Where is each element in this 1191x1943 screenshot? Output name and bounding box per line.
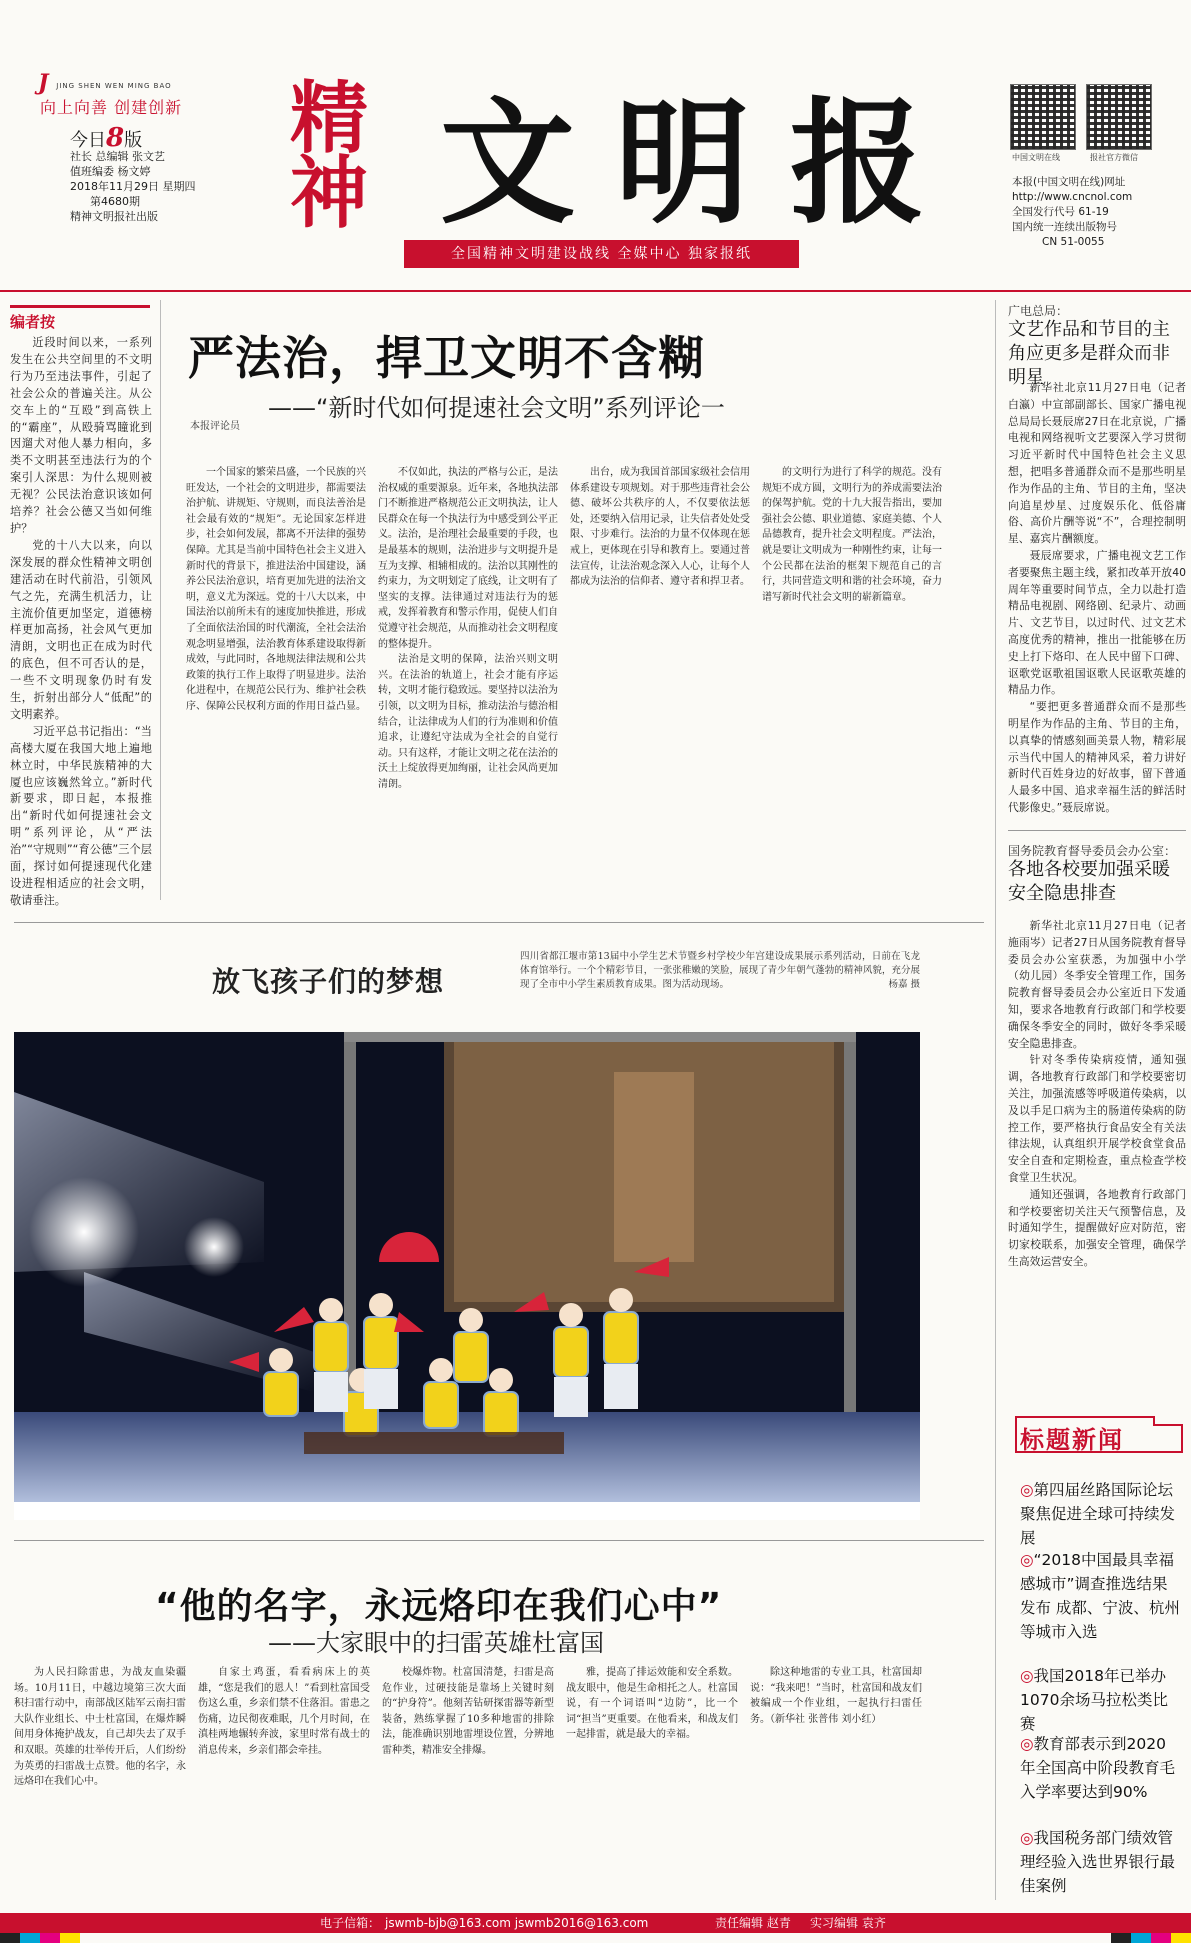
title-char-5: 报 bbox=[790, 83, 925, 230]
stage-photo-illustration bbox=[14, 1032, 920, 1520]
story1-kicker: 广电总局： bbox=[1008, 304, 1069, 318]
second-column-2: 自家土鸡蛋，看看病床上的英雄，“您是我们的恩人！”看到杜富国受伤这么重，乡亲们禁不住落泪。雷患之伤痛，边民彻夜难眠，几个月时间，在滇桂两地辗转奔波，家里时常有战士的消息传来，乡亲们都会牵挂。 bbox=[198, 1667, 370, 1756]
color-registration-bar bbox=[1171, 1933, 1191, 1943]
section-divider bbox=[14, 922, 984, 923]
qr-caption: 中国文明在线 bbox=[1012, 153, 1060, 162]
color-registration-bar bbox=[1111, 1933, 1131, 1943]
lead-column-1: 一个国家的繁荣昌盛，一个民族的兴旺发达，一个社会的文明进步，都需要法治护航、讲规矩、守规则，而良法善治是社会最有效的“规矩”。无论国家怎样进步，社会如何发展，都离不开法律的强势保障。尤其是当前中国特色社会主义进入新时代的背景下，推进法治中国建设，涵养公民法治意识，培育更加先进的法治文明，意义尤为深远。党的十八大以来，中国法治以前所未有的速度加快推进，形成了全面依法治国的时代潮流，全社会法治观念明显增强，法治教育体系建设取得新成效，与此同时，各地规法律法规和公共政策的执行工作上取得了明显进步。法治化进程中，在规范公民行为、维护社会秩序、保障公民权利方面的作用日益凸显。 bbox=[186, 467, 366, 712]
tagline-bar: 全国精神文明建设战线 全媒中心 独家报纸 bbox=[404, 240, 799, 268]
qr-code-icon[interactable] bbox=[1086, 84, 1152, 150]
story2-body: 新华社北京11月27日电（记者施雨岑）记者27日从国务院教育督导委员会办公室获悉，为加强中小学（幼儿园）冬季安全管理工作，国务院教育督导委员会办公室近日下发通知，要求各地教育行政部门和学校要确保冬季安全的同时，做好冬季采暖安全隐患排查。 针对冬季传染病疫情，通知强调，各地教育行政部门和学校要密切关注，加强流感等呼吸道传染病，以及以手足口病为主的肠道传染病的防控工作，要严格执行食品安全有关法律法规，认真组织开展学校食堂食品安全自查和定期检查，重点检查学校食堂卫生状况。 通知还强调，各地教育行政部门和学校要密切关注天气预警信息，及时通知学生，提醒做好应对防范，密切家校联系，加强安全管理，确保学生高效运营安全。 bbox=[1008, 919, 1186, 1268]
ring-bullet-icon: ◎ bbox=[1020, 1481, 1034, 1499]
second-column-3: 校爆炸物。杜富国清楚，扫雷是高危作业，过硬技能是靠场上关键时刻的“护身符”。他刻苦钻研探雷器等新型装备，熟练掌握了10多种地雷的排除法，能准确识别地雷埋设位置，分辨地雷种类，精准安全排爆。 bbox=[382, 1667, 554, 1756]
brief-item[interactable]: ◎我国2018年已举办1070余场马拉松类比赛 bbox=[1020, 1667, 1168, 1733]
second-headline[interactable]: “他的名字，永远烙印在我们心中” bbox=[155, 1586, 723, 1627]
color-registration-bar bbox=[60, 1933, 80, 1943]
right-column-divider bbox=[995, 300, 996, 1900]
footer-editor: 责任编辑 赵青 bbox=[715, 1916, 791, 1930]
story1-headline[interactable]: 文艺作品和节目的主角应更多是群众而非明星 bbox=[1008, 319, 1170, 388]
second-column-5: 除这种地雷的专业工具，杜富国却说：“我来吧！”当时，杜富国和战友们被编成一个作业组，一起执行扫雷任务。（新华社 张普伟 刘小红） bbox=[750, 1667, 922, 1725]
masthead-left bbox=[38, 70, 198, 224]
title-char-1: 精 bbox=[290, 73, 369, 164]
masthead-title bbox=[260, 60, 980, 230]
ring-bullet-icon: ◎ bbox=[1020, 1735, 1034, 1753]
title-char-3: 文 bbox=[440, 83, 575, 230]
brief-item[interactable]: ◎第四届丝路国际论坛聚焦促进全球可持续发展 bbox=[1020, 1481, 1176, 1547]
title-char-2: 神 bbox=[290, 148, 369, 230]
second-column-4: 雅，提高了排运效能和安全系数。战友眼中，他是生命相托之人。杜富国说，有一个词语叫“边防”，比一个词“担当”更重要。在他看来，和战友们一起排雷，就是最大的幸福。 bbox=[566, 1667, 738, 1741]
color-registration-bar bbox=[1151, 1933, 1171, 1943]
qr-code-icon[interactable] bbox=[1010, 84, 1076, 150]
briefs-label: 标题新闻 bbox=[1020, 1425, 1124, 1454]
stage-photo[interactable] bbox=[14, 1032, 920, 1520]
editorial-label: 编者按 bbox=[10, 305, 150, 332]
photo-credit: 杨嘉 摄 bbox=[888, 979, 920, 990]
brief-item[interactable]: ◎教育部表示到2020年全国高中阶段教育毛入学率要达到90% bbox=[1020, 1735, 1176, 1801]
today-pages: 今日8版 bbox=[70, 123, 143, 153]
lead-headline[interactable]: 严法治，捍卫文明不含糊 bbox=[188, 331, 705, 385]
story2-headline[interactable]: 各地各校要加强采暖安全隐患排查 bbox=[1008, 859, 1170, 904]
newspaper-logo-small: J bbox=[38, 70, 49, 96]
ring-bullet-icon: ◎ bbox=[1020, 1667, 1034, 1685]
masthead-divider bbox=[0, 290, 1191, 292]
lead-column-2: 不仅如此，执法的严格与公正，是法治权威的重要源泉。近年来，各地执法部门不断推进严格规范公正文明执法，让人民群众在每一个执法行为中感受到公平正义。法治，是治理社会最重要的手段，也是最基本的规则，法治进步与文明提升是互为支撑、相辅相成的。法治以其刚性的约束力，为文明划定了底线，让文明有了坚实的支撑。法律通过对违法行为的惩戒，发挥着教育和警示作用，促使人们自觉遵守社会规范，从而推动社会文明程度的整体提升。 法治是文明的保障，法治兴则文明兴。在法治的轨道上，社会才能有序运转，文明才能行稳致远。要坚持以法治为引领，以文明为目标，推动法治与德治相结合，让法律成为人们的行为准则和价值追求，让遵纪守法成为全社会的自觉行动。只有这样，才能让文明之花在法治的沃土上绽放得更加绚丽，让社会风尚更加清朗。 bbox=[378, 467, 558, 790]
color-registration-bar bbox=[40, 1933, 60, 1943]
color-registration-bar bbox=[20, 1933, 40, 1943]
slogan: 向上向善 创建创新 bbox=[40, 98, 183, 117]
lead-byline: 本报评论员 bbox=[190, 421, 240, 432]
story2-kicker: 国务院教育督导委员会办公室： bbox=[1008, 844, 1177, 858]
photo-caption: 四川省都江堰市第13届中小学生艺术节暨乡村学校少年宫建设成果展示系列活动，日前在飞龙体育馆举行。一个个精彩节目，一张张稚嫩的笑脸，展现了青少年朝气蓬勃的精神风貌，充分展现了全市中小学生素质教育成果。图为活动现场。 杨嘉 摄 bbox=[520, 951, 920, 990]
brief-item[interactable]: ◎我国税务部门绩效管理经验入选世界银行最佳案例 bbox=[1020, 1829, 1176, 1895]
color-registration-bar bbox=[0, 1933, 20, 1943]
qr-caption: 报社官方微信 bbox=[1090, 153, 1138, 162]
newspaper-pinyin: JING SHEN WEN MING BAO bbox=[56, 82, 172, 90]
ring-bullet-icon: ◎ bbox=[1020, 1829, 1034, 1847]
brief-item[interactable]: ◎“2018中国最具幸福感城市”调查推选结果发布 成都、宁波、杭州等城市入选 bbox=[1020, 1551, 1180, 1641]
footer-bar bbox=[0, 1913, 1191, 1933]
right-divider bbox=[1008, 830, 1186, 831]
lead-column-3: 出台，成为我国首部国家级社会信用体系建设专项规划。对于那些违背社会公德、破坏公共秩序的人，不仅要依法惩处，还要纳入信用记录，让失信者处处受限、寸步难行。法治的力量不仅体现在惩戒上，更体现在引导和教育上。要通过普法宣传，让法治观念深入人心，让每个人都成为法治的信仰者、遵守者和捍卫者。 bbox=[570, 467, 750, 588]
photo-title[interactable]: 放飞孩子们的梦想 bbox=[212, 965, 445, 998]
story1-body: 新华社北京11月27日电（记者白瀛）中宣部副部长、国家广播电视总局局长聂辰席27日在北京说，广播电视和网络视听文艺要深入学习贯彻习近平新时代中国特色社会主义思想，把唱多普通群众而不是那些明星作为作品的主角、节目的主角，坚决向追星炒星、过度娱乐化、低俗庸俗、高价片酬等说“不”，合理控制明星、嘉宾片酬额度。 聂辰席要求，广播电视文艺工作者要聚焦主题主线，紧扣改革开放40周年等重要时间节点，全力以赴打造精品电视剧、网络剧、纪录片、动画片、文艺节目，以过时代、过文艺术高度优秀的精神，推出一批能够在历史上打下烙印、在人民中留下口碑、讴歌党讴歌祖国讴歌人民讴歌英雄的精品力作。 “要把更多普通群众而不是那些明星作为作品的主角、节目的主角，以真挚的情感刻画美景人物，精彩展示当代中国人的精神风采，着力讲好新时代百姓身边的好故事，留下普通人最多中国、追求幸福生活的鲜活时代影像史。”聂辰席说。 bbox=[1008, 381, 1186, 814]
second-subhead: ——大家眼中的扫雷英雄杜富国 bbox=[268, 1629, 604, 1657]
footer-intern: 实习编辑 袁齐 bbox=[810, 1916, 886, 1930]
footer-email-label: 电子信箱： bbox=[320, 1916, 381, 1930]
title-char-4: 明 bbox=[615, 83, 750, 230]
footer-emails[interactable]: jswmb-bjb@163.com jswmb2016@163.com bbox=[385, 1916, 649, 1930]
section-divider bbox=[14, 1540, 984, 1541]
masthead-meta: 社长 总编辑 张文艺 值班编委 杨文婷 2018年11月29日 星期四 第4680期 精神文明报社出版 bbox=[70, 150, 196, 223]
lead-column-4: 的文明行为进行了科学的规范。没有规矩不成方圆，文明行为的养成需要法治的保驾护航。党的十九大报告指出，要加强社会公德、职业道德、家庭美德、个人品德教育，提升社会文明程度。严法治，就是要让文明成为一种刚性约束，让每一个公民都在法治的框架下规范自己的言行，共同营造文明和谐的社会环境，奋力谱写新时代社会文明的崭新篇章。 bbox=[762, 467, 942, 603]
column-divider bbox=[160, 300, 161, 900]
website-link[interactable]: http://www.cncnol.com bbox=[1012, 191, 1133, 203]
masthead-right-info: 本报(中国文明在线)网址 http://www.cncnol.com 全国发行代号 61-19 国内统一连续出版物号 CN 51-0055 bbox=[1012, 175, 1182, 250]
lead-subhead: ——“新时代如何提速社会文明”系列评论一 bbox=[268, 394, 725, 422]
ring-bullet-icon: ◎ bbox=[1020, 1551, 1034, 1569]
color-registration-bar bbox=[1131, 1933, 1151, 1943]
second-column-1: 为人民扫除雷患，为战友血染疆场。10月11日，中越边境第三次大面积扫雷行动中，南部战区陆军云南扫雷大队作业组长、中士杜富国，在爆炸瞬间用身体掩护战友，自己却失去了双手和双眼。英雄的壮举传开后，人们纷纷为英勇的扫雷战士点赞。他的名字，永远烙印在我们心中。 bbox=[14, 1667, 186, 1788]
editorial-note: 近段时间以来，一系列发生在公共空间里的不文明行为乃至违法事件，引起了社会公众的普遍关注。从公交车上的“互殴”到高铁上的“霸座”，从殴骑骂瞳讹到因遛犬对他人暴力相向，多类不文明甚至违法行为的个案引人深思：为什么规则被无视？公民法治意识该如何培养？社会公德又当如何维护？ 党的十八大以来，向以深发展的群众性精神文明创建活动在时代前沿，引领风气之先，充满生机活力，让主流价值更加坚定，道德榜样更加高扬，社会风气更加清朗，文明也正在成为时代的底色，但不可否认的是，一些不文明现象仍时有发生，折射出部分人“低配”的文明素养。 习近平总书记指出：“当高楼大厦在我国大地上遍地林立时，中华民族精神的大厦也应该巍然耸立。”新时代新要求，即日起，本报推出“新时代如何提速社会文明”系列评论，从“严法治”“守规则”“育公德”三个层面，探讨如何提速现代化建设进程相适应的社会文明，敬请垂注。 bbox=[10, 336, 152, 907]
